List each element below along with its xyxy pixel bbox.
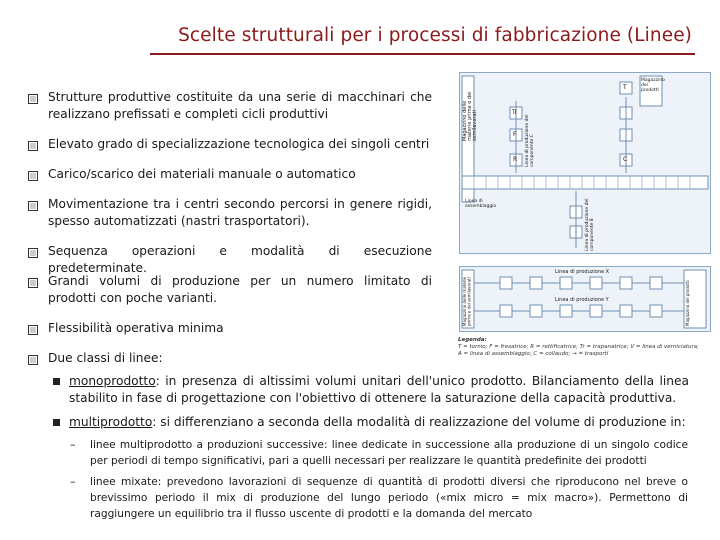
line-label: Linea di produzione Y (555, 297, 609, 303)
diagram-legend (458, 337, 699, 358)
legend-text: = trasporti (578, 351, 609, 357)
machine-label: R (513, 156, 518, 163)
line-label: Linea di produzione X (555, 269, 610, 275)
line-label: Linea di produzione del componente B (585, 198, 595, 251)
arrow-icon: → (572, 351, 577, 357)
bullet-text: Grandi volumi di produzione per un numero limitato di prodotti con poche varianti. (48, 274, 432, 305)
bullet-text: Elevato grado di specializzazione tecnologica dei singoli centri (48, 137, 430, 151)
bullet-text: Sequenza operazioni e modalità di esecuzione predeterminate. (48, 244, 432, 275)
bullet-text: Due classi di linee: (48, 351, 163, 365)
class-monoprodotto (69, 373, 689, 407)
class-text: : in presenza di altissimi volumi unitari dell'unico prodotto. Bilanciamento della linea stabilito in fase di progettazione con l'obiettivo di ottenere la saturazione della capacità produttiva. (69, 374, 689, 405)
class-text: : si differenziano a seconda della modalità di realizzazione del volume di produzione in: (152, 415, 686, 429)
dash-icon: – (70, 438, 76, 451)
legend-line: T = tornio; F = fresatrice; R = rettificatrice; Tr = trapanatrice; V = linea di verniciatura; (458, 344, 699, 350)
storage-label: Magazzino delle materie prime e dei semilavorati (462, 276, 472, 326)
legend-title: Legenda: (458, 337, 487, 343)
subclass-text: linee mixate: prevedono lavorazioni di sequenze di quantità di prodotti diversi che riproducono nel breve o brevissimo periodo il mix di produzione del lungo periodo («mix micro = mix macro»). Permettono di raggiungere un equilibrio tra il flusso uscente di prodotti e la domanda del mercato (90, 476, 688, 520)
diagram-mixed-lines (459, 266, 711, 332)
legend-text: A = linea di assemblaggio; C = collaudo; (458, 351, 571, 357)
sub-bullet-icon (53, 419, 60, 426)
storage-label: Magazzino dei prodotti (641, 78, 665, 93)
storage-label: Magazzino delle materie prime e dei semilavorati (462, 91, 478, 141)
machine-label: F (513, 131, 517, 138)
bullet-icon (28, 201, 38, 211)
machine-label: Tr (512, 109, 518, 116)
bullet-icon (28, 278, 38, 288)
storage-label: Magazzino dei prodotti (685, 280, 690, 326)
bullet-icon (28, 248, 38, 258)
bullet-icon (28, 94, 38, 104)
bullet-icon (28, 325, 38, 335)
bullet-text: Strutture produttive costituite da una serie di macchinari che realizzano prefissati e completi cicli produttivi (48, 90, 432, 121)
sub-bullet-icon (53, 378, 60, 385)
class-multiprodotto (69, 414, 689, 431)
class-term: multiprodotto (69, 415, 153, 429)
bullet-text: Flessibilità operativa minima (48, 321, 224, 335)
legend-line (458, 351, 699, 358)
page-title: Scelte strutturali per i processi di fabbricazione (Linee) (178, 25, 692, 46)
machine-label: C (623, 156, 628, 163)
bullet-text: Carico/scarico dei materiali manuale o automatico (48, 167, 356, 181)
machine-label: T (623, 84, 627, 91)
bullet-icon (28, 355, 38, 365)
class-term: monoprodotto (69, 374, 156, 388)
bullet-icon (28, 141, 38, 151)
subclass-text: linee multiprodotto a produzioni successive: linee dedicate in successione alla produzione di un singolo codice per periodi di tempo significativi, pari a quelli necessari per realizzare le quantità predefinite dei prodotti (90, 439, 688, 467)
dash-icon: – (70, 475, 76, 488)
diagram-line-production (459, 72, 711, 254)
title-underline (150, 53, 695, 55)
bullet-icon (28, 171, 38, 181)
line-label: Linea di produzione del componente C (525, 114, 535, 167)
line-label: Linea di assemblaggio (465, 199, 497, 209)
bullet-text: Movimentazione tra i centri secondo percorsi in genere rigidi, spesso automatizzati (nastri trasportatori). (48, 197, 432, 228)
